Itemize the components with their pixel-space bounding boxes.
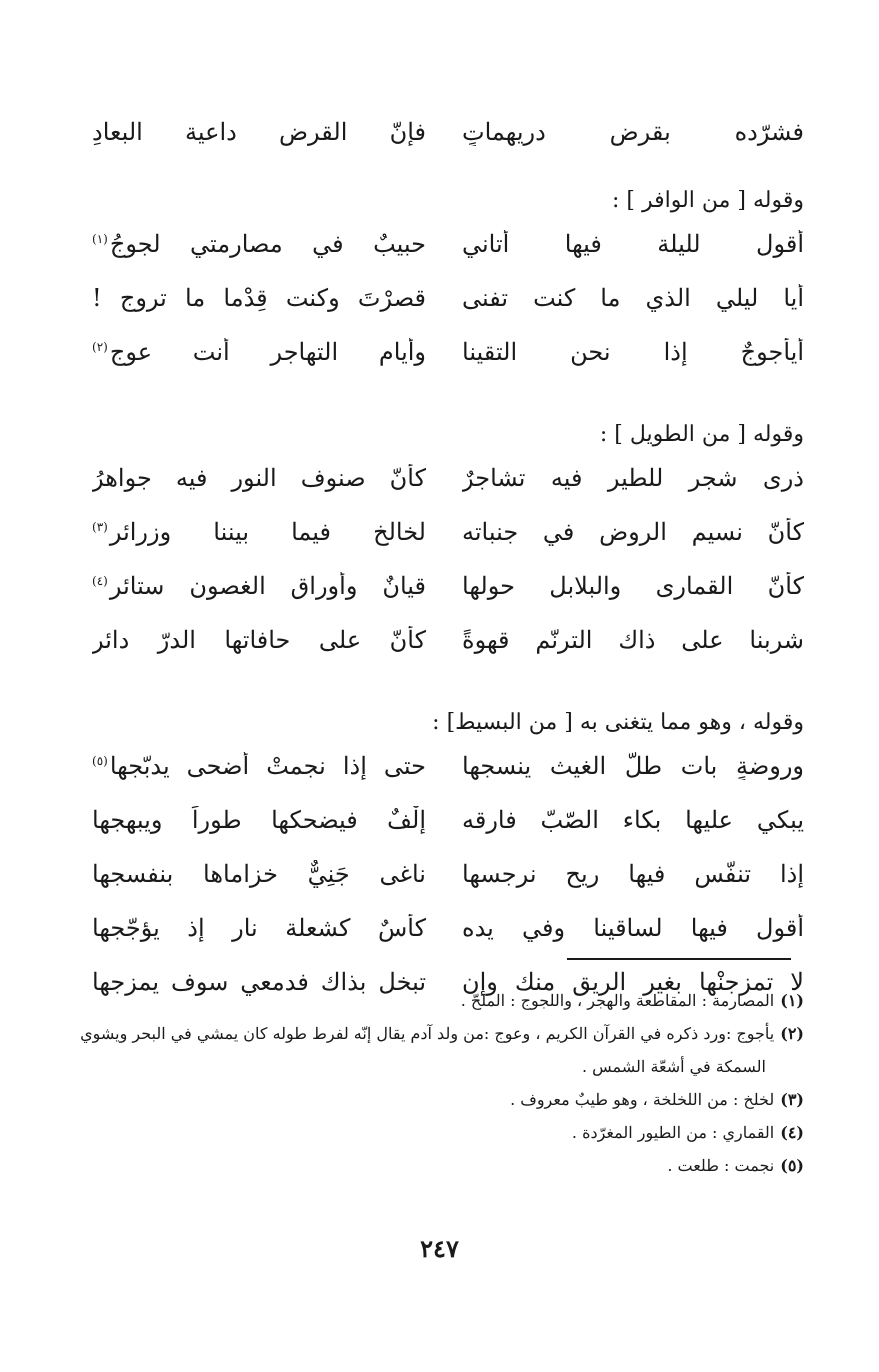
page-number: ٢٤٧ [420,1234,459,1263]
footnotes [80,984,804,1182]
verse-line [92,626,804,680]
footnote-ref: (٣) [92,520,108,534]
verse-second-hemistich: حبيبٌ في مصارمتي لجوجُ$^{(١)}$ [92,230,426,258]
poem-body [92,118,804,1022]
verse-line [92,284,804,338]
section-intro: وقوله ، وهو مما يتغنى به [ من البسيط] : [432,710,804,735]
verse-first-hemistich: ذرى شجر للطير فيه تشاجرٌ [462,464,804,492]
footnote-ref: (١) [92,232,108,246]
footnote [92,1116,804,1149]
verse-first-hemistich: أيأجوجٌ إذا نحن التقينا [462,338,804,366]
verse-first-hemistich: لا تمزجنْها بغير الريق منك وإن [462,968,804,996]
footnote-continuation: السمكة في أشعّة الشمس . [581,1057,766,1076]
section-intro: وقوله [ من الطويل ] : [599,422,804,447]
verse-second-hemistich: فإنّ القرض داعية البعادِ [92,118,426,146]
section-intro: وقوله [ من الوافر ] : [611,188,804,213]
verse-second-hemistich: لخالخ فيما بيننا وزرائر$^{(٣)}$ [92,518,426,546]
footnote-ref: (٥) [92,754,108,768]
verse-second-hemistich: تبخل بذاك فدمعي سوف يمزجها [92,968,426,996]
verse-second-hemistich: قصرْتَ وكنت قِدْما ما تروج ! [92,284,426,312]
footnote-number: (٣) [780,1090,804,1109]
footnote-ref: (٢) [92,340,108,354]
verse-second-hemistich: حتى إذا نجمتْ أضحى يدبّجها$^{(٥)}$ [92,752,426,780]
verse-line [92,230,804,284]
footnote [92,984,804,1017]
verse-line [92,860,804,914]
verse-line [92,338,804,392]
verse-line [92,518,804,572]
verse-first-hemistich: إذا تنفّس فيها ريح نرجسها [462,860,804,888]
footnote-number: (٢) [780,1024,804,1043]
verse-first-hemistich: كأنّ القماری والبلابل حولها [462,572,804,600]
verse-first-hemistich: أيا ليلي الذي ما كنت تفنى [462,284,804,312]
verse-line [92,572,804,626]
footnote-number: (٥) [780,1156,804,1175]
footnote-text: لخلخ : من اللخلخة ، وهو طيبٌ معروف . [510,1090,775,1109]
verse-second-hemistich: وأيام التهاجر أنت عوج$^{(٢)}$ [92,338,426,366]
verse-first-hemistich: أقول لليلة فيها أتاني [462,230,804,258]
verse-first-hemistich: يبكي عليها بكاء الصّبّ فارقه [462,806,804,834]
verse-line [92,806,804,860]
footnote-ref: (٤) [92,574,108,588]
verse-line [92,752,804,806]
verse-second-hemistich: ناغى جَنِيٌّ خزاماها بنفسجها [92,860,426,888]
footnote-number: (٤) [780,1123,804,1142]
footnote-text: نجمت : طلعت . [667,1156,775,1175]
verse-second-hemistich: كأسٌ كشعلة نارٍ إذ يؤجّجها [92,914,426,942]
verse-second-hemistich: إلْفٌ فيضحكها طوراً ويبهجها [92,806,426,834]
verse-line [92,118,804,172]
verse-first-hemistich: شربنا على ذاك الترنّم قهوةً [462,626,804,654]
verse-first-hemistich: كأنّ نسيم الروض في جنباته [462,518,804,546]
verse-line [92,464,804,518]
verse-second-hemistich: قيانٌ وأوراق الغصون ستائر$^{(٤)}$ [92,572,426,600]
verse-second-hemistich: كأنّ على حافاتها الدرّ دائر [92,626,426,654]
footnote [92,1149,804,1182]
footnote [92,1083,804,1116]
verse-first-hemistich: فشرّده بقرض دريهماتٍ [462,118,804,146]
footnote-text: القماري : من الطيور المغرّدة . [571,1123,775,1142]
footnote-text: المصارمة : المقاطعة والهجر ، واللجوج : الملحّ . [460,991,775,1010]
footnote [80,1017,804,1050]
verse-first-hemistich: وروضةٍ بات طلّ الغيث ينسجها [462,752,804,780]
footnote-separator [567,958,791,960]
footnote-number: (١) [780,991,804,1010]
verse-second-hemistich: كأنّ صنوف النور فيه جواهرُ [92,464,426,492]
verse-first-hemistich: أقول فيها لساقينا وفي يده [462,914,804,942]
footnote-text: يأجوج :ورد ذكره في القرآن الكريم ، وعوج :من ولد آدم يقال إنّه لفرط طوله كان يمشي في البحر ويشوي [80,1024,775,1043]
